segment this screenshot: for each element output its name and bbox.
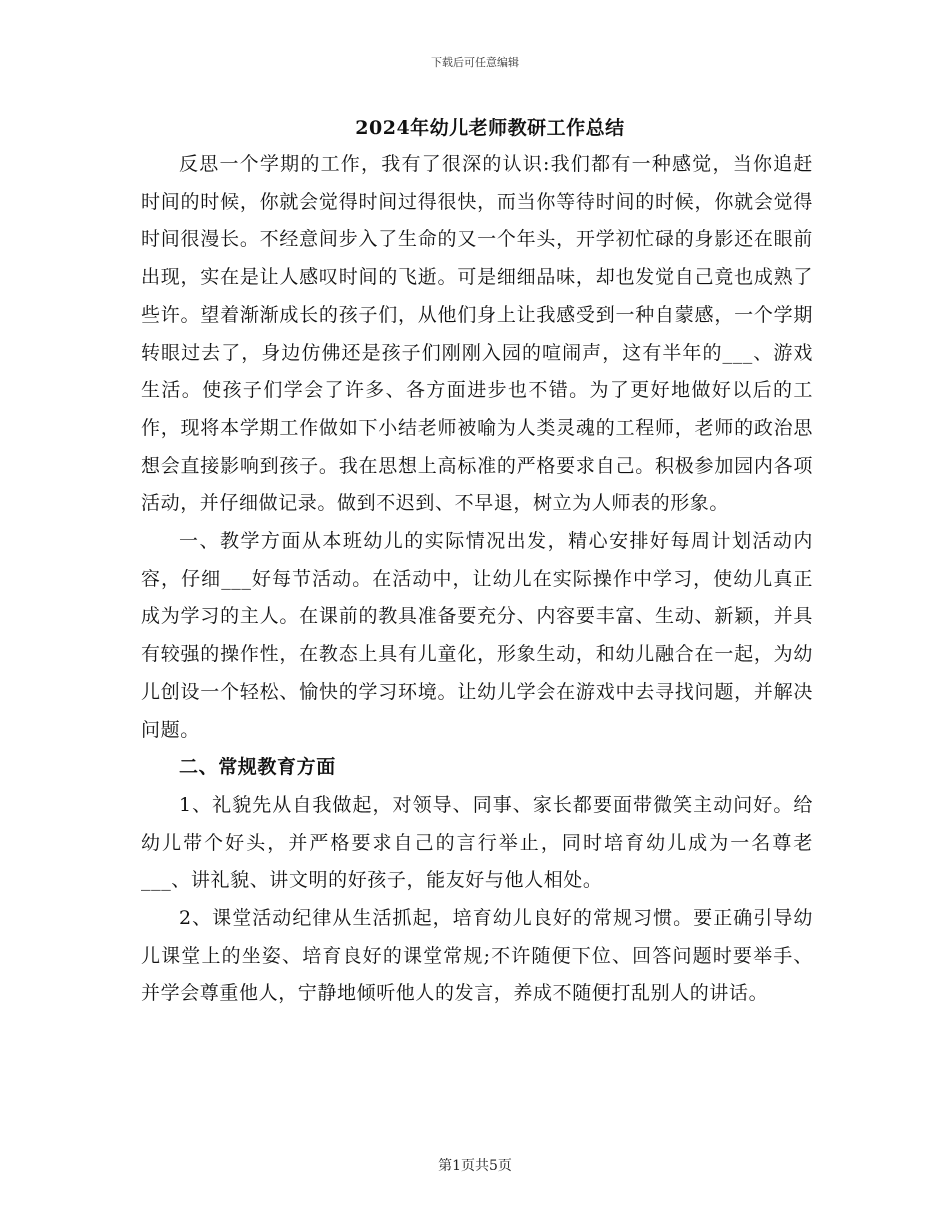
paragraph-courtesy: 1、礼貌先从自我做起，对领导、同事、家长都要面带微笑主动问好。给幼儿带个好头，并严格要求自己的言行举止，同时培育幼儿成为一名尊老___、讲礼貌、讲文明的好孩子，能友好与他人相处。 [141,793,813,892]
paragraph-reflection: 反思一个学期的工作，我有了很深的认识:我们都有一种感觉，当你追赶时间的时候，你就会觉得时间过得很快，而当你等待时间的时候，你就会觉得时间很漫长。不经意间步入了生命的又一个年头，开学初忙碌的身影还在眼前出现，实在是让人感叹时间的飞逝。可是细细品味，却也发觉自己竟也成熟了些许。望着渐渐成长的孩子们，从他们身上让我感受到一种自蒙感，一个学期转眼过去了，身边仿佛还是孩子们刚刚入园的喧闹声，这有半年的___、游戏生活。使孩子们学会了许多、各方面进步也不错。为了更好地做好以后的工作，现将本学期工作做如下小结老师被喻为人类灵魂的工程师，老师的政治思想会直接影响到孩子。我在思想上高标准的严格要求自己。积极参加园内各项活动，并仔细做记录。做到不迟到、不早退，树立为人师表的形象。 [141,153,813,515]
paragraph-teaching: 一、教学方面从本班幼儿的实际情况出发，精心安排好每周计划活动内容，仔细___好每节活动。在活动中，让幼儿在实际操作中学习，使幼儿真正成为学习的主人。在课前的教具准备要充分、内容要丰富、生动、新颖，并具有较强的操作性，在教态上具有儿童化，形象生动，和幼儿融合在一起，为幼儿创设一个轻松、愉快的学习环境。让幼儿学会在游戏中去寻找问题，并解决问题。 [141,530,813,741]
document-title: 2024年幼儿老师教研工作总结 [355,117,625,139]
document-body [141,146,813,1013]
section-heading-routine: 二、常规教育方面 [179,756,336,779]
page-header-note: 下载后可任意编辑 [431,56,519,69]
page-number: 第1页共5页 [438,1158,512,1174]
paragraph-classroom-discipline: 2、课堂活动纪律从生活抓起，培育幼儿良好的常规习惯。要正确引导幼儿课堂上的坐姿、培育良好的课堂常规;不许随便下位、回答问题时要举手、并学会尊重他人，宁静地倾听他人的发言，养成不随便打乱别人的讲话。 [141,907,813,1005]
